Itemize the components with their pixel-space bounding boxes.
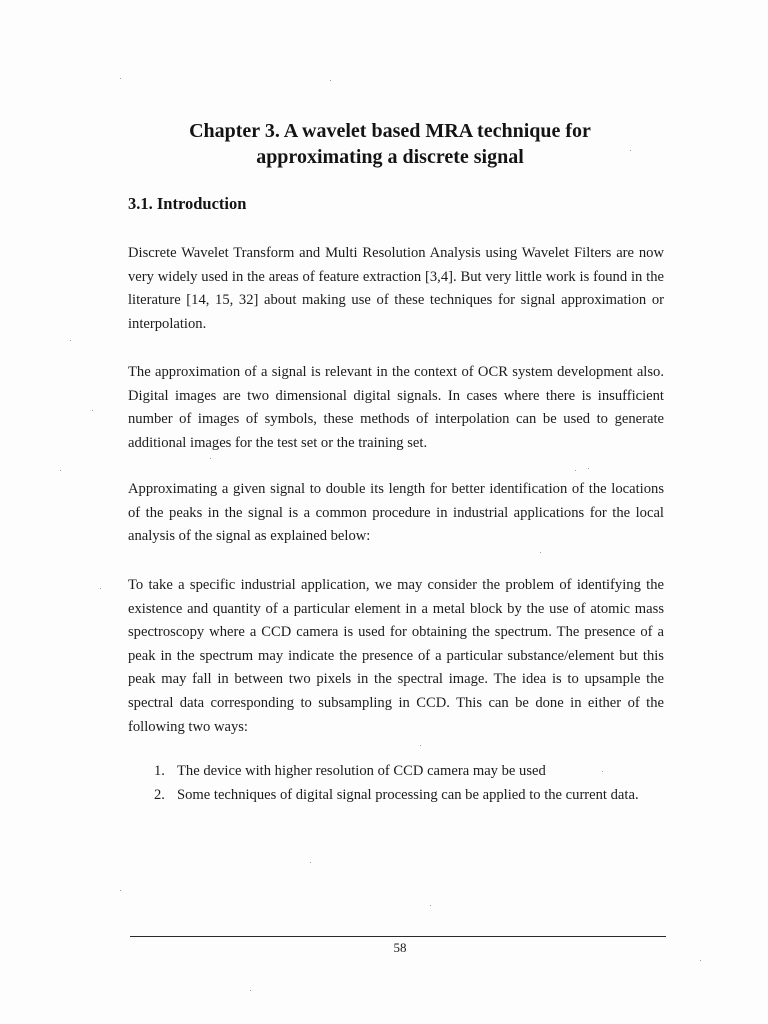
list-item-text: Some techniques of digital signal processing can be applied to the current data.	[177, 786, 639, 803]
paragraph-peak-identification: Approximating a given signal to double its length for better identification of the locations of the peaks in the signal is a common procedure in industrial applications for the local analysis of the signal as explained below:	[128, 481, 664, 545]
scan-speck	[210, 458, 211, 459]
list-item	[150, 784, 666, 808]
scan-speck	[602, 771, 603, 772]
section-heading: 3.1. Introduction	[128, 194, 247, 213]
scan-speck	[700, 960, 701, 961]
scan-speck	[630, 150, 631, 151]
scan-speck	[540, 552, 541, 553]
list-item-number: 1.	[154, 763, 165, 779]
scan-speck	[100, 588, 101, 589]
paragraph-ocr-context: The approximation of a signal is relevant in the context of OCR system development also. Digital images are two dimensional digital signals. In cases where there is insufficient number of images of symbols, these methods of interpolation can be used to generate additional images for the test set or the training set.	[128, 364, 664, 451]
scan-speck	[250, 990, 251, 991]
scan-speck	[430, 905, 431, 906]
scan-speck	[330, 80, 331, 81]
scan-speck	[60, 470, 61, 471]
scan-speck	[120, 890, 121, 891]
list-item-number: 2.	[154, 786, 165, 803]
chapter-title	[130, 118, 650, 170]
scan-speck	[420, 745, 421, 746]
methods-list	[150, 760, 666, 807]
paragraph-industrial-application: To take a specific industrial application, we may consider the problem of identifying the existence and quantity of a particular element in a metal block by the use of atomic mass spectroscopy where a CCD camera is used for obtaining the spectrum. The presence of a peak in the spectrum may indicate the presence of a particular substance/element but this peak may fall in between two pixels in the spectral image. The idea is to upsample the spectral data corresponding to subsampling in CCD. This can be done in either of the following two ways:	[128, 577, 664, 735]
scan-speck	[310, 862, 311, 863]
scan-speck	[588, 468, 589, 469]
scan-speck	[575, 470, 576, 471]
chapter-title-line-1: Chapter 3. A wavelet based MRA technique for	[189, 120, 591, 142]
paragraph-intro: Discrete Wavelet Transform and Multi Resolution Analysis using Wavelet Filters are now very widely used in the areas of feature extraction [3,4]. But very little work is found in the literature [14, 15, 32] about making use of these techniques for signal approximation or interpolation.	[128, 245, 664, 332]
scan-speck	[120, 78, 121, 79]
list-item	[150, 760, 666, 784]
page-number: 58	[393, 940, 407, 955]
scan-speck	[70, 340, 71, 341]
chapter-title-line-2: approximating a discrete signal	[256, 146, 524, 168]
list-item-text: The device with higher resolution of CCD camera may be used	[177, 763, 546, 779]
footer-divider	[130, 936, 666, 937]
scan-speck	[92, 410, 93, 411]
